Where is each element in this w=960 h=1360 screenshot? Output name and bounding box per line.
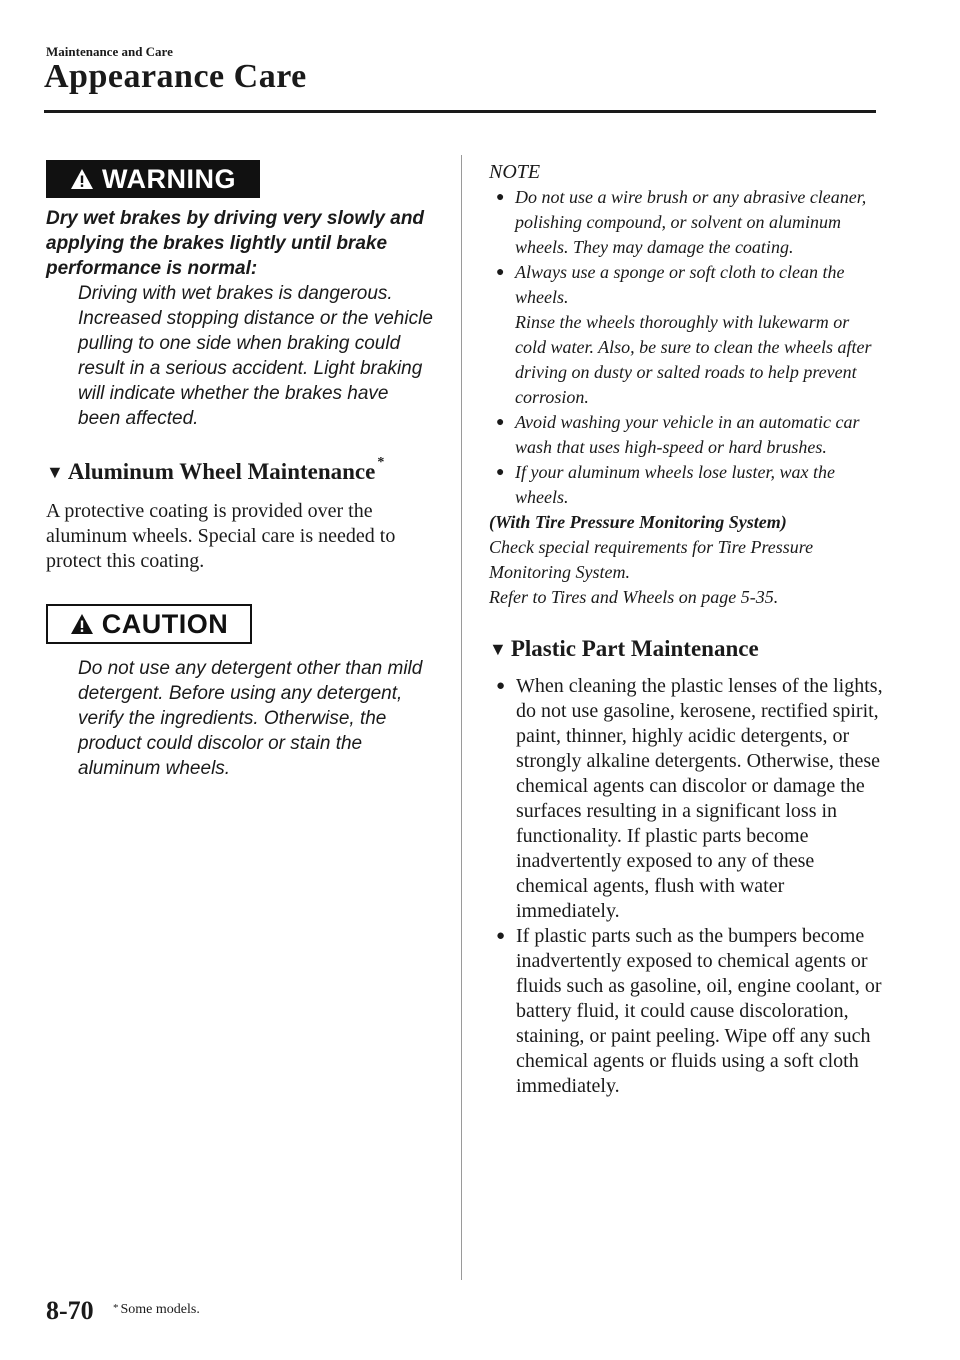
warning-lead: Dry wet brakes by driving very slowly and applying the brakes lightly until brake performance is normal: xyxy=(46,208,425,279)
header-rule xyxy=(44,110,876,113)
list-item xyxy=(489,924,884,1099)
list-item-text: When cleaning the plastic lenses of the lights, do not use gasoline, kerosene, rectified spirit, paint, thinner, highly acidic detergents, or strongly alkaline detergents. Otherwise, these chemical agents can discolor or damage the surfaces resulting in a significant loss in functionality. If plastic parts become inadvertently exposed to any of these chemical agents, flush with water immediately. xyxy=(516,675,883,922)
footnote xyxy=(113,1302,200,1318)
triangle-down-icon: ▼ xyxy=(489,639,507,659)
caution-icon xyxy=(70,612,94,636)
warning-body: Driving with wet brakes is dangerous. Increased stopping distance or the vehicle pulling to one side when braking could result in a serious accident. Light braking will indicate whether the brakes have been affected. xyxy=(78,283,433,429)
plastic-heading-text: Plastic Part Maintenance xyxy=(510,636,759,661)
note-item xyxy=(489,185,884,260)
page-title: Appearance Care xyxy=(44,58,307,95)
note-item-extra: Rinse the wheels thoroughly with lukewarm or cold water. Also, be sure to clean the wheels after driving on dusty or salted roads to help prevent corrosion. xyxy=(515,312,872,407)
plastic-heading xyxy=(489,636,884,662)
bullet-icon: ● xyxy=(496,465,505,480)
column-divider xyxy=(461,155,462,1280)
footnote-text: Some models. xyxy=(120,1302,200,1317)
bullet-icon: ● xyxy=(496,678,506,694)
asterisk-icon: * xyxy=(113,1302,119,1314)
bullet-icon: ● xyxy=(496,928,506,944)
warning-label: WARNING xyxy=(102,163,236,194)
right-column xyxy=(489,160,884,1099)
left-column xyxy=(46,160,436,781)
caution-label: CAUTION xyxy=(101,608,229,639)
aluminum-body: A protective coating is provided over the aluminum wheels. Special care is needed to protect this coating. xyxy=(46,500,396,572)
note-item xyxy=(489,410,884,460)
bullet-icon: ● xyxy=(496,415,505,430)
warning-badge xyxy=(46,160,260,198)
tpms-text: Check special requirements for Tire Pressure Monitoring System. xyxy=(489,537,814,582)
list-item xyxy=(489,674,884,924)
section-label: Maintenance and Care xyxy=(46,44,173,59)
note-item-text: Avoid washing your vehicle in an automatic car wash that uses high-speed or hard brushes. xyxy=(515,412,860,457)
note-item-text: If your aluminum wheels lose luster, wax the wheels. xyxy=(515,462,835,507)
page-number: 8-70 xyxy=(46,1296,94,1325)
triangle-down-icon: ▼ xyxy=(46,462,64,482)
tpms-refer: Refer to Tires and Wheels on page 5-35. xyxy=(489,587,779,607)
aluminum-heading xyxy=(46,455,436,485)
bullet-icon: ● xyxy=(496,265,505,280)
tpms-heading: (With Tire Pressure Monitoring System) xyxy=(489,512,787,532)
note-item-text: Do not use a wire brush or any abrasive cleaner, polishing compound, or solvent on aluminum wheels. They may damage the coating. xyxy=(515,187,867,257)
note-item-text: Always use a sponge or soft cloth to clean the wheels. xyxy=(515,262,845,307)
note-item xyxy=(489,260,884,410)
list-item-text: If plastic parts such as the bumpers become inadvertently exposed to chemical agents or fluids such as gasoline, oil, engine coolant, or battery fluid, it could cause discoloration, staining, or paint peeling. Wipe off any such chemical agents or fluids using a soft cloth immediately. xyxy=(516,925,882,1097)
note-item xyxy=(489,460,884,510)
warning-icon xyxy=(70,167,94,191)
aluminum-heading-text: Aluminum Wheel Maintenance xyxy=(67,459,376,484)
note-title: NOTE xyxy=(489,161,541,183)
caution-body: Do not use any detergent other than mild detergent. Before using any detergent, verify the ingredients. Otherwise, the product could discolor or stain the aluminum wheels. xyxy=(78,658,423,779)
asterisk-icon: * xyxy=(377,455,385,470)
caution-badge xyxy=(46,604,252,644)
bullet-icon: ● xyxy=(496,190,505,205)
